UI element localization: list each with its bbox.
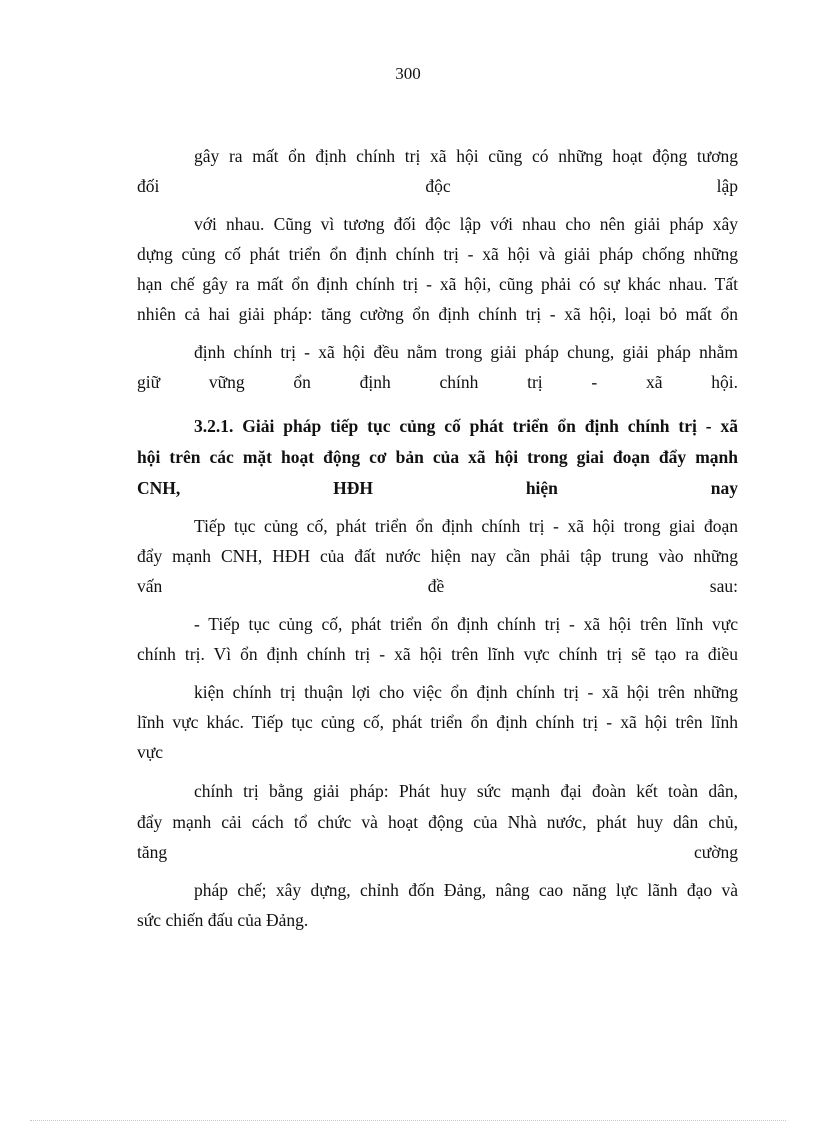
text-line: Tiếp tục củng cố, phát triển ổn định chính trị - xã hội trong giai đoạn — [194, 516, 738, 536]
text-line: chính trị bằng giải pháp: Phát huy sức mạnh đại đoàn kết toàn dân, — [194, 781, 738, 801]
page-number: 300 — [395, 64, 421, 83]
text-line: đẩy mạnh cải cách tổ chức và hoạt động của Nhà nước, phát huy dân chủ, — [137, 812, 738, 832]
text-line: với nhau. Cũng vì tương đối độc lập với nhau cho nên giải pháp xây — [194, 214, 738, 234]
text-line: - Tiếp tục củng cố, phát triển ổn định chính trị - xã hội trên lĩnh vực — [194, 614, 738, 634]
text-line: đối độc lập — [137, 176, 738, 196]
text-line: tăng cường — [137, 842, 738, 862]
text-line: dựng củng cố phát triển ổn định chính trị - xã hội và giải pháp chống những — [137, 244, 738, 264]
section-heading-line: 3.2.1. Giải pháp tiếp tục củng cố phát triển ổn định chính trị - xã — [194, 416, 738, 436]
text-line: hạn chế gây ra mất ổn định chính trị - xã hội, cũng phải có sự khác nhau. Tất — [137, 274, 738, 294]
text-line: vực — [137, 742, 164, 762]
text-line: đẩy mạnh CNH, HĐH của đất nước hiện nay cần phải tập trung vào những — [137, 546, 738, 566]
text-line: chính trị. Vì ổn định chính trị - xã hội trên lĩnh vực chính trị sẽ tạo ra điều — [137, 644, 738, 664]
text-line: giữ vững ổn định chính trị - xã hội. — [137, 372, 738, 392]
text-line: vấn đề sau: — [137, 576, 738, 596]
text-line: nhiên cả hai giải pháp: tăng cường ổn định chính trị - xã hội, loại bỏ mất ổn — [137, 304, 738, 324]
text-line: kiện chính trị thuận lợi cho việc ổn định chính trị - xã hội trên những — [194, 682, 738, 702]
footer-divider — [30, 1120, 786, 1121]
text-line: pháp chế; xây dựng, chỉnh đốn Đảng, nâng cao năng lực lãnh đạo và — [194, 880, 738, 900]
section-heading-line: hội trên các mặt hoạt động cơ bản của xã hội trong giai đoạn đẩy mạnh — [137, 447, 738, 467]
text-line: lĩnh vực khác. Tiếp tục củng cố, phát triển ổn định chính trị - xã hội trên lĩnh — [137, 712, 738, 732]
text-line: gây ra mất ổn định chính trị xã hội cũng có những hoạt động tương — [194, 146, 738, 166]
text-line: định chính trị - xã hội đều nằm trong giải pháp chung, giải pháp nhằm — [194, 342, 738, 362]
text-line: sức chiến đấu của Đảng. — [137, 910, 309, 930]
section-heading-line: CNH, HĐH hiện nay — [137, 478, 738, 498]
